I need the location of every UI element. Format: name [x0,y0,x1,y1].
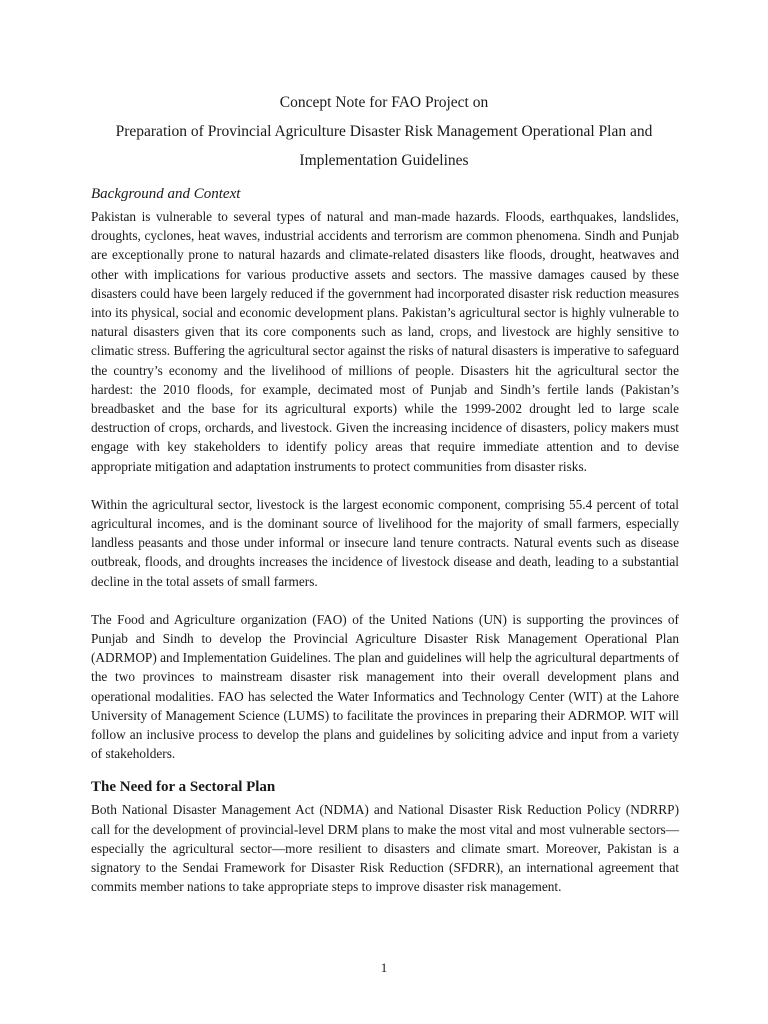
document-body [91,184,679,897]
title-line-1: Concept Note for FAO Project on [279,94,489,111]
need-paragraph-1: Both National Disaster Management Act (NDMA) and National Disaster Risk Reduction Policy (NDRRP) call for the development of provincial-level DRM plans to make the most vital and most vulnerable sectors—especially the agricultural sector—more resilient to disasters and climate smart. Moreover, Pakistan is a signatory to the Sendai Framework for Disaster Risk Reduction (SFDRR), an international agreement that commits member nations to take appropriate steps to improve disaster risk management. [91,802,679,895]
page-number: 1 [380,960,388,975]
need-heading: The Need for a Sectoral Plan [91,779,276,796]
title-block [60,88,708,175]
background-paragraph-1: Pakistan is vulnerable to several types of natural and man-made hazards. Floods, earthquakes, landslides, droughts, cyclones, heat waves, industrial accidents and terrorism are common phenomena. Sindh and Punjab are exceptionally prone to natural hazards and climate-related disasters like floods, drought, heatwaves and other with implications for various productive assets and sectors. The massive damages caused by these disasters could have been largely reduced if the government had incorporated disaster risk reduction measures into its physical, social and economic development plans. Pakistan’s agricultural sector is highly vulnerable to natural disasters given that its core components such as land, crops, and livestock are highly sensitive to climatic stress. Buffering the agricultural sector against the risks of natural disasters is imperative to safeguard the country’s economy and the livelihood of millions of people. Disasters hit the agricultural sector the hardest: the 2010 floods, for example, decimated most of Punjab and Sindh’s fertile lands (Pakistan’s breadbasket and the base for its agricultural exports) while the 1999-2002 drought led to large scale destruction of crops, orchards, and livestock. Given the increasing incidence of disasters, policy makers must engage with key stakeholders to identify policy areas that require immediate attention and to devise appropriate mitigation and adaptation instruments to protect communities from disaster risks. [91,209,679,474]
background-heading: Background and Context [91,186,241,202]
background-paragraph-3: The Food and Agriculture organization (FAO) of the United Nations (UN) is supporting the provinces of Punjab and Sindh to develop the Provincial Agriculture Disaster Risk Management Operational Plan (ADRMOP) and Implementation Guidelines. The plan and guidelines will help the agricultural departments of the two provinces to mainstream disaster risk management into their overall development plans and operational modalities. FAO has selected the Water Informatics and Technology Center (WIT) at the Lahore University of Management Science (LUMS) to facilitate the provinces in preparing their ADRMOP. WIT will follow an inclusive process to develop the plans and guidelines by soliciting advice and input from a variety of stakeholders. [91,611,679,762]
title-line-3: Implementation Guidelines [299,152,469,169]
background-paragraph-2: Within the agricultural sector, livestock is the largest economic component, comprising 55.4 percent of total agricultural incomes, and is the dominant source of livelihood for the majority of small farmers, especially landless peasants and those under informal or insecure land tenure contracts. Natural events such as disease outbreak, floods, and droughts increases the incidence of livestock disease and death, leading to a substantial decline in the total assets of small farmers. [91,496,679,589]
title-line-2: Preparation of Provincial Agriculture Disaster Risk Management Operational Plan and [115,123,653,140]
